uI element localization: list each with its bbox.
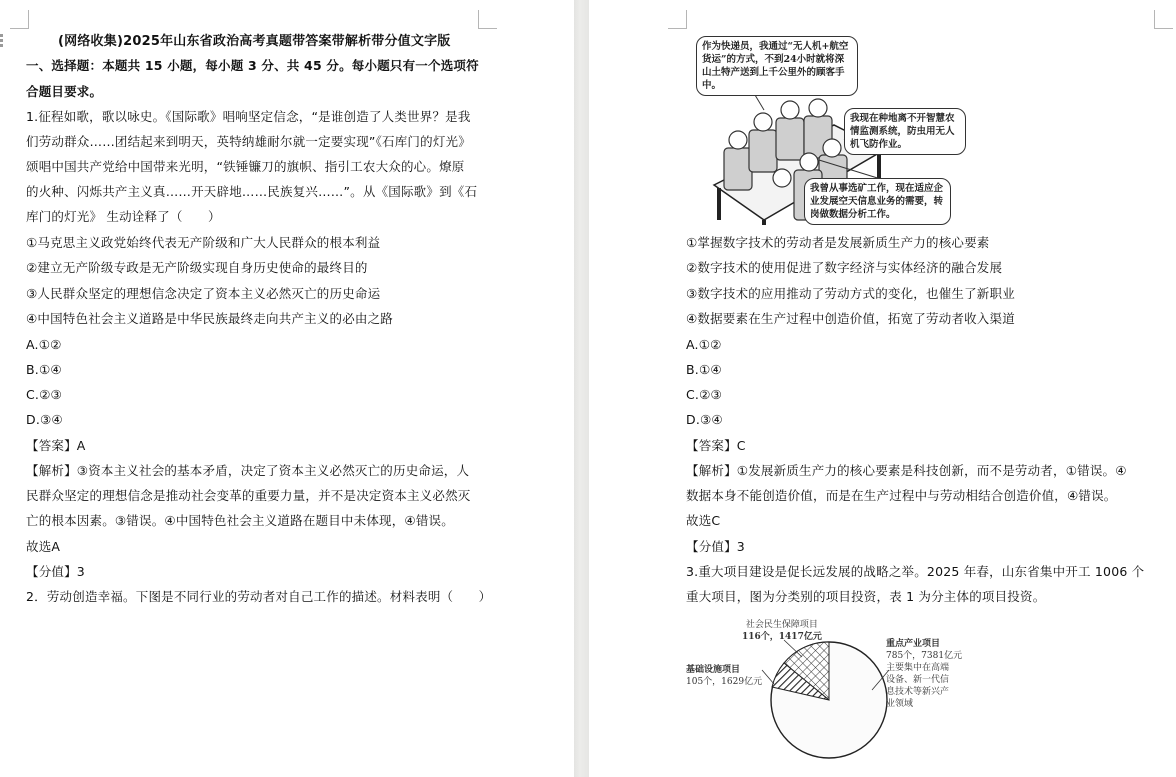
statement: ③人民群众坚定的理想信念决定了资本主义必然灭亡的历史命运	[26, 286, 381, 301]
margin-corner-mark	[10, 10, 29, 29]
answer: 【答案】A	[26, 438, 86, 453]
question-stem: 库门的灯光》 生动诠释了（ ）	[26, 209, 221, 224]
analysis: 民群众坚定的理想信念是推动社会变革的重要力量，并不是决定资本主义必然灭	[26, 488, 471, 503]
statement: ①掌握数字技术的劳动者是发展新质生产力的核心要素	[686, 235, 990, 250]
statement: ④数据要素在生产过程中创造价值，拓宽了劳动者收入渠道	[686, 311, 1015, 326]
statement: ④中国特色社会主义道路是中华民族最终走向共产主义的必由之路	[26, 311, 394, 326]
statement: ③数字技术的应用推动了劳动方式的变化，也催生了新职业	[686, 286, 1015, 301]
option-c: C.②③	[686, 387, 722, 402]
section-heading-cont: 合题目要求。	[26, 84, 103, 99]
speech-bubble-farmer: 我现在种地离不开智慧农情监测系统，防虫用无人机飞防作业。	[844, 108, 966, 155]
question-stem: 1.征程如歌，歌以咏史。《国际歌》唱响坚定信念，“是谁创造了人类世界？是我	[26, 109, 471, 124]
document-title: (网络收集)2025年山东省政治高考真题带答案带解析带分值文字版	[58, 34, 451, 49]
option-c: C.②③	[26, 387, 62, 402]
question-stem: 3.重大项目建设是促长远发展的战略之举。2025 年春，山东省集中开工 1006 个	[686, 564, 1145, 579]
question-stem: 们劳动群众……团结起来到明天，英特纳雄耐尔就一定要实现”《石库门的灯光》	[26, 134, 471, 149]
option-d: D.③④	[26, 412, 63, 427]
answer: 【答案】C	[686, 438, 746, 453]
statement: ①马克思主义政党始终代表无产阶级和广大人民群众的根本利益	[26, 235, 381, 250]
score: 【分值】3	[26, 564, 85, 579]
final-choice: 故选A	[26, 539, 61, 554]
statement: ②建立无产阶级专政是无产阶级实现自身历史使命的最终目的	[26, 260, 368, 275]
section-heading: 一、选择题：本题共 15 小题，每小题 3 分、共 45 分。每小题只有一个选项符	[26, 58, 479, 73]
document-page-right	[589, 0, 1176, 777]
page-gutter	[574, 0, 589, 777]
question-stem: 重大项目，图为分类别的项目投资，表 1 为分主体的项目投资。	[686, 589, 1046, 604]
score: 【分值】3	[686, 539, 745, 554]
option-b: B.①④	[26, 362, 62, 377]
margin-corner-mark	[1154, 10, 1173, 29]
statement: ②数字技术的使用促进了数字经济与实体经济的融合发展	[686, 260, 1003, 275]
option-b: B.①④	[686, 362, 722, 377]
analysis: 【解析】③资本主义社会的基本矛盾，决定了资本主义必然灭亡的历史命运，人	[26, 463, 470, 478]
pie-label-social: 社会民生保障项目 116个，1417亿元	[742, 620, 822, 642]
margin-corner-mark	[478, 10, 497, 29]
option-a: A.①②	[26, 337, 62, 352]
final-choice: 故选C	[686, 513, 721, 528]
pie-label-infra: 基础设施项目 105个，1629亿元	[686, 665, 763, 687]
analysis: 数据本身不能创造价值，而是在生产过程中与劳动相结合创造价值，④错误。	[686, 488, 1117, 503]
document-page-left	[0, 0, 574, 777]
option-a: A.①②	[686, 337, 722, 352]
workers-illustration	[684, 30, 954, 225]
investment-pie-chart	[684, 612, 984, 777]
question-stem: 颂唱中国共产党给中国带来光明，“铁锤镰刀的旗帜、指引工农大众的心。燎原	[26, 159, 465, 174]
margin-corner-mark	[668, 10, 687, 29]
analysis: 亡的根本因素。③错误。④中国特色社会主义道路在题目中未体现，④错误。	[26, 513, 454, 528]
ruler-marker	[0, 34, 3, 49]
speech-bubble-analyst: 我曾从事选矿工作，现在适应企业发展空天信息业务的需要，转岗做数据分析工作。	[804, 178, 951, 225]
option-d: D.③④	[686, 412, 723, 427]
analysis: 【解析】①发展新质生产力的核心要素是科技创新，而不是劳动者，①错误。④	[686, 463, 1127, 478]
question-stem: 2．劳动创造幸福。下图是不同行业的劳动者对自己工作的描述。材料表明（ ）	[26, 589, 492, 604]
pie-label-industry: 重点产业项目 785个，7381亿元 主要集中在高端 设备、新一代信 息技术等新兴产 业领域	[886, 639, 963, 709]
question-stem: 的火种、闪烁共产主义真……开天辟地……民族复兴……”。从《国际歌》到《石	[26, 184, 478, 199]
speech-bubble-courier: 作为快递员，我通过“无人机+航空货运”的方式，不到24小时就将深山土特产送到上千公里外的顾客手中。	[696, 36, 858, 96]
